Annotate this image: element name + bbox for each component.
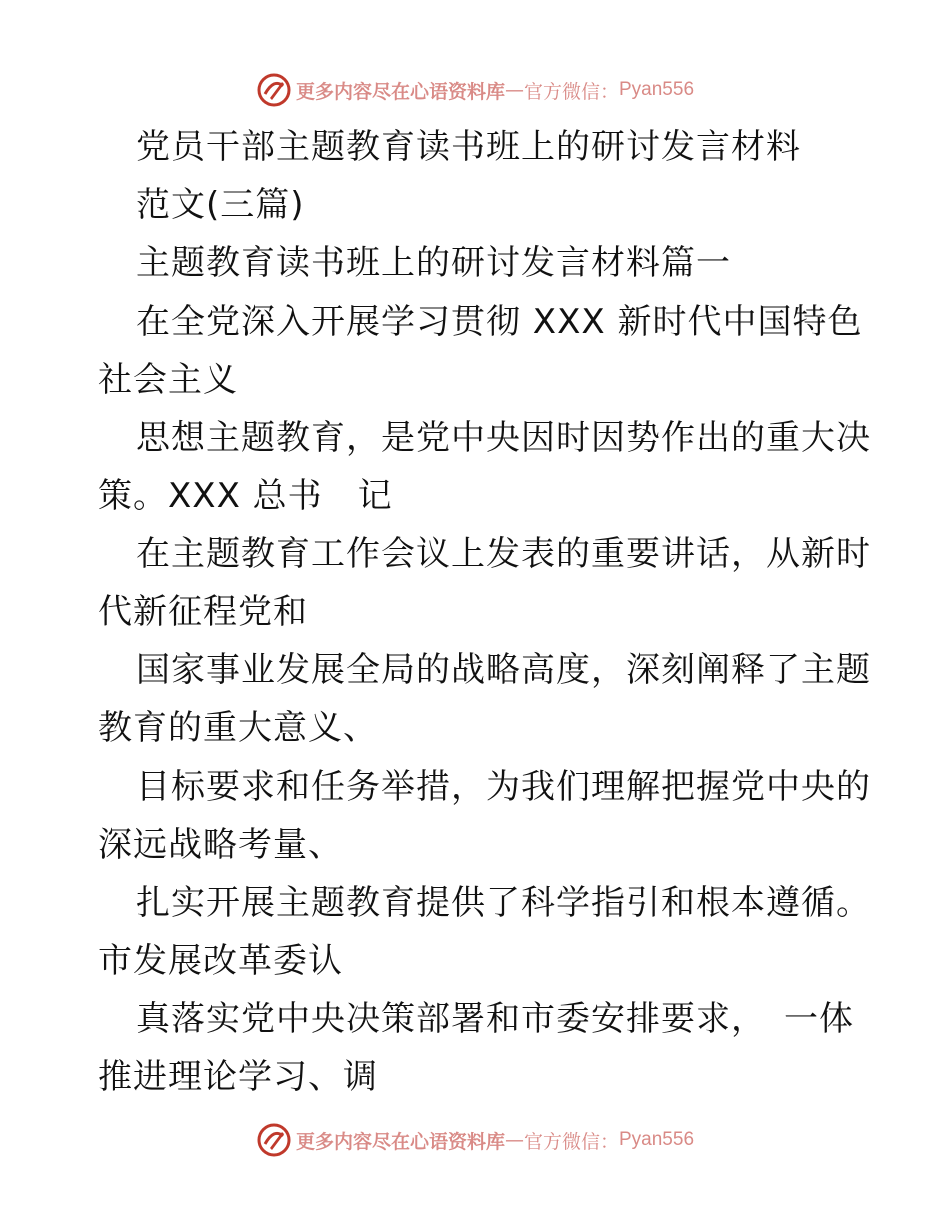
paragraph-2-continuation: 策。XXX 总书 记 — [98, 476, 393, 516]
paragraph-2-first-line: 思想主题教育，是党中央因时因势作出的重大决 — [136, 418, 871, 458]
document-title-line-1: 党员干部主题教育读书班上的研讨发言材料 — [136, 127, 801, 167]
paragraph-7-continuation: 推进理论学习、调 — [98, 1057, 378, 1097]
paragraph-5-continuation: 深远战略考量、 — [98, 825, 343, 865]
paragraph-6-first-line: 扎实开展主题教育提供了科学指引和根本遵循。 — [136, 883, 871, 923]
banner-wechat-label: 官方微信： — [523, 1130, 619, 1153]
banner-wechat-id: Pyan556 — [619, 79, 695, 100]
section-heading: 主题教育读书班上的研讨发言材料篇一 — [136, 243, 731, 283]
paragraph-3-first-line: 在主题教育工作会议上发表的重要讲话，从新时 — [136, 534, 871, 574]
paragraph-1-first-line: 在全党深入开展学习贯彻 XXX 新时代中国特色 — [136, 302, 863, 342]
banner-brand-text: 更多内容尽在心语资料库 — [295, 80, 505, 103]
paragraph-3-continuation: 代新征程党和 — [98, 592, 308, 632]
banner-separator: — — [504, 79, 524, 101]
banner-wechat-label: 官方微信： — [523, 80, 619, 103]
paragraph-4-first-line: 国家事业发展全局的战略高度，深刻阐释了主题 — [136, 650, 871, 690]
header-banner — [0, 70, 950, 110]
paragraph-4-continuation: 教育的重大意义、 — [98, 708, 378, 748]
document-title-line-2: 范文(三篇) — [136, 185, 305, 225]
footer-banner — [0, 1120, 950, 1160]
banner-separator: — — [504, 1129, 524, 1151]
banner-brand-text: 更多内容尽在心语资料库 — [295, 1130, 505, 1153]
paragraph-7-first-line: 真落实党中央决策部署和市委安排要求， 一体 — [136, 999, 854, 1039]
brand-logo-icon — [256, 72, 292, 108]
brand-logo-icon — [256, 1122, 292, 1158]
paragraph-5-first-line: 目标要求和任务举措，为我们理解把握党中央的 — [136, 767, 871, 807]
paragraph-6-continuation: 市发展改革委认 — [98, 941, 343, 981]
paragraph-1-continuation: 社会主义 — [98, 360, 238, 400]
banner-wechat-id: Pyan556 — [619, 1129, 695, 1150]
